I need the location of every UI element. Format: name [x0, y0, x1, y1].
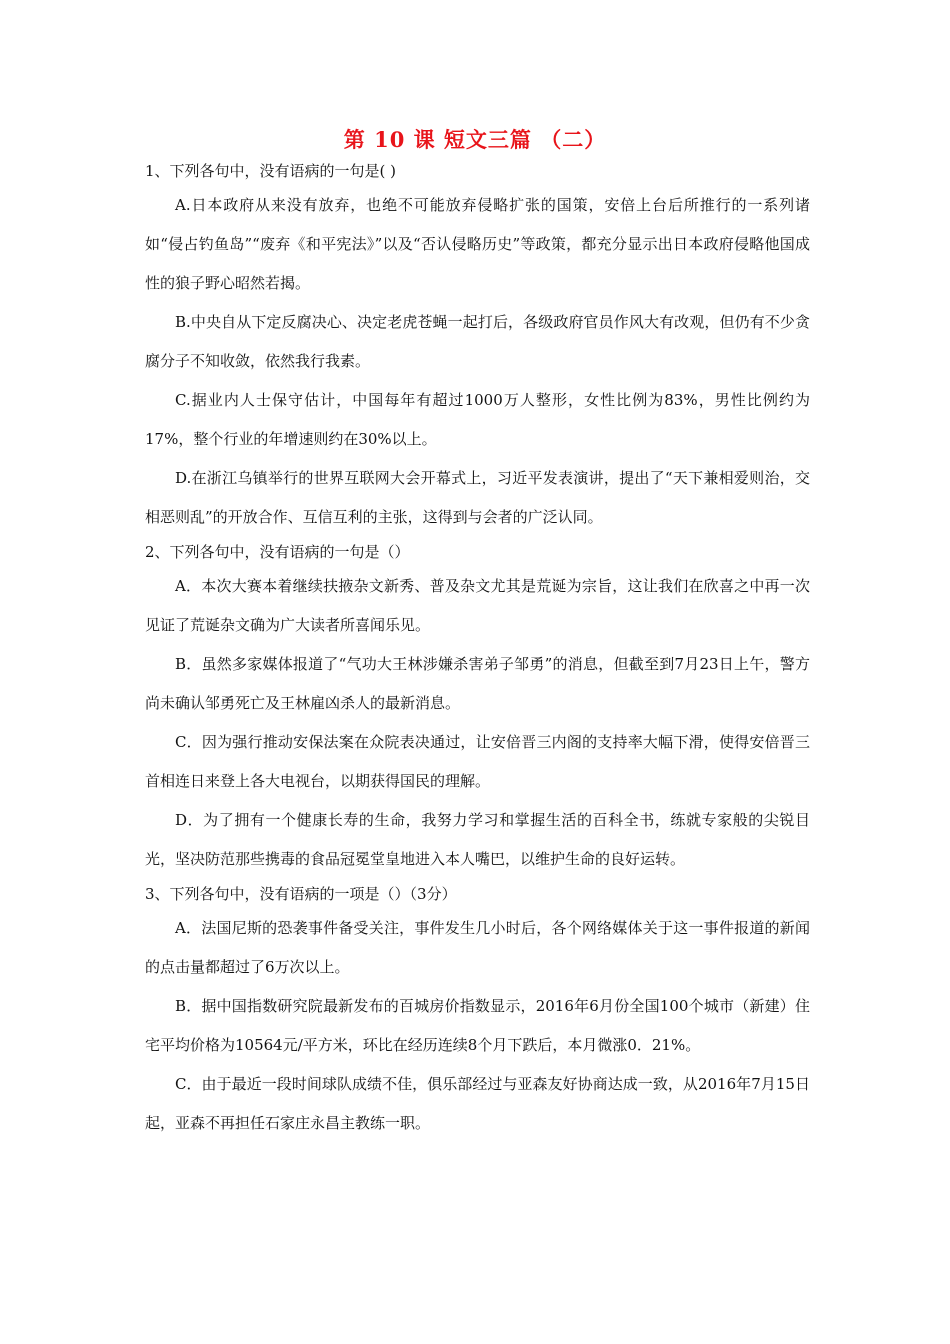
option-a: A．本次大赛本着继续扶掖杂文新秀、普及杂文尤其是荒诞为宗旨，这让我们在欣喜之中再一次见证了荒诞杂文确为广大读者所喜闻乐见。	[145, 577, 810, 634]
question-3	[145, 879, 810, 1143]
option-d: D．为了拥有一个健康长寿的生命，我努力学习和掌握生活的百科全书，练就专家般的尖锐目光，坚决防范那些携毒的食品冠冕堂皇地进入本人嘴巴，以维护生命的良好运转。	[145, 811, 810, 868]
option-c: C．因为强行推动安保法案在众院表决通过，让安倍晋三内阁的支持率大幅下滑，使得安倍晋三首相连日来登上各大电视台，以期获得国民的理解。	[145, 733, 810, 790]
option-a: A．法国尼斯的恐袭事件备受关注，事件发生几小时后，各个网络媒体关于这一事件报道的新闻的点击量都超过了6万次以上。	[145, 919, 810, 976]
question-stem: 1、下列各句中，没有语病的一句是( )	[145, 162, 397, 180]
option-d: D.在浙江乌镇举行的世界互联网大会开幕式上，习近平发表演讲，提出了“天下兼相爱则治，交相恶则乱”的开放合作、互信互利的主张，这得到与会者的广泛认同。	[145, 469, 810, 526]
page-title: 第 10 课 短文三篇 （二）	[343, 127, 607, 152]
option-c: C．由于最近一段时间球队成绩不佳，俱乐部经过与亚森友好协商达成一致，从2016年7月15日起，亚森不再担任石家庄永昌主教练一职。	[145, 1075, 810, 1132]
question-stem: 2、下列各句中，没有语病的一句是（）	[145, 543, 410, 561]
option-c: C.据业内人士保守估计，中国每年有超过1000万人整形，女性比例为83%，男性比例约为17%，整个行业的年增速则约在30%以上。	[145, 391, 810, 448]
question-stem: 3、下列各句中，没有语病的一项是（）（3分）	[145, 885, 457, 903]
option-b: B.中央自从下定反腐决心、决定老虎苍蝇一起打后，各级政府官员作风大有改观，但仍有不少贪腐分子不知收敛，依然我行我素。	[145, 313, 810, 370]
question-list	[145, 156, 810, 1143]
question-1	[145, 156, 810, 537]
option-b: B．虽然多家媒体报道了“气功大王林涉嫌杀害弟子邹勇”的消息，但截至到7月23日上午，警方尚未确认邹勇死亡及王林雇凶杀人的最新消息。	[145, 655, 810, 712]
option-a: A.日本政府从来没有放弃，也绝不可能放弃侵略扩张的国策，安倍上台后所推行的一系列诸如“侵占钓鱼岛”“废弃《和平宪法》”以及“否认侵略历史”等政策，都充分显示出日本政府侵略他国成性的狼子野心昭然若揭。	[145, 196, 810, 292]
question-2	[145, 537, 810, 879]
option-b: B．据中国指数研究院最新发布的百城房价指数显示，2016年6月份全国100个城市（新建）住宅平均价格为10564元/平方米，环比在经历连续8个月下跌后，本月微涨0．21%。	[145, 997, 810, 1054]
